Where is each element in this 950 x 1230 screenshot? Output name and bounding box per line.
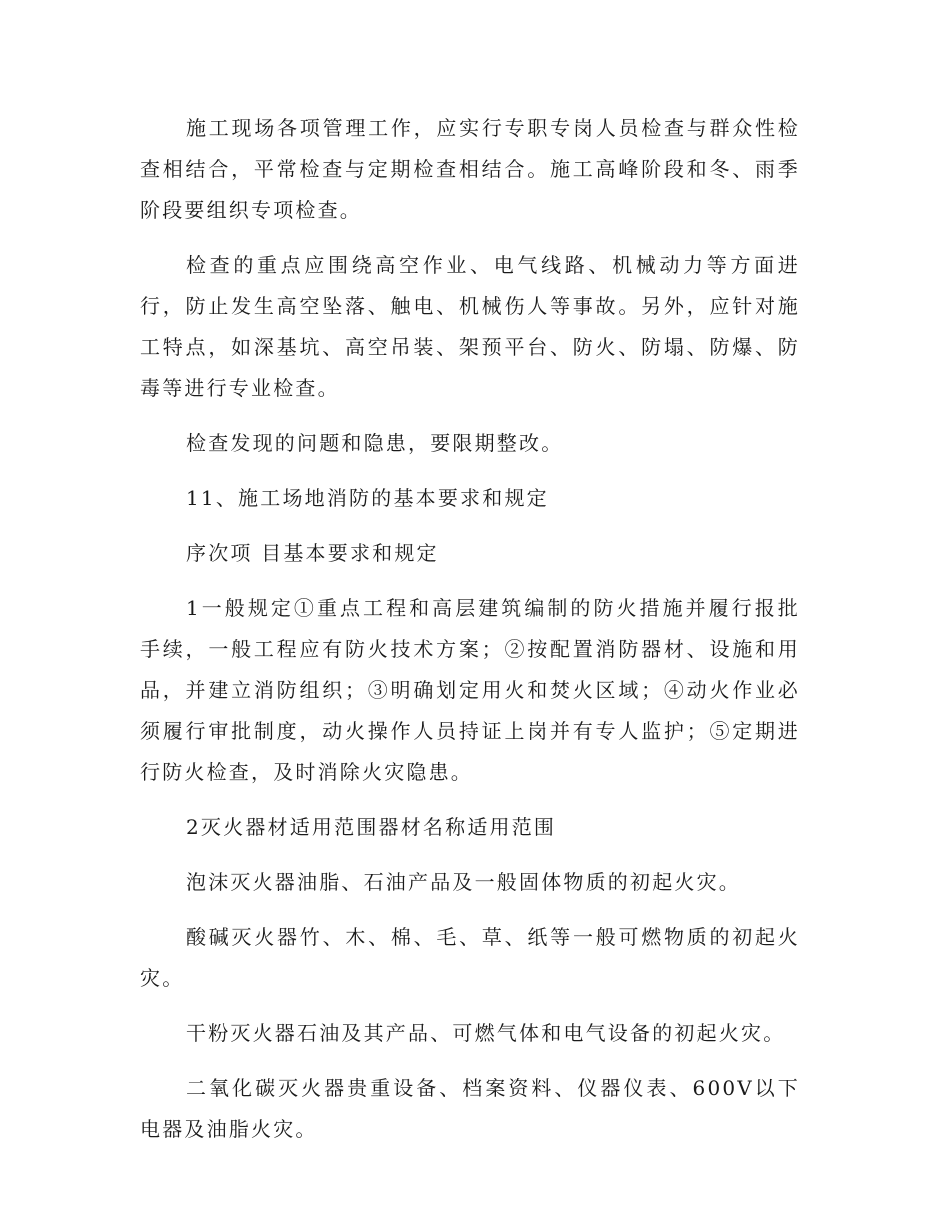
paragraph: 1一般规定①重点工程和高层建筑编制的防火措施并履行报批手续，一般工程应有防火技术方案；②按配置消防器材、设施和用品，并建立消防组织；③明确划定用火和焚火区域；④动火作业必须履行审批制度，动火操作人员持证上岗并有专人监护；⑤定期进行防火检查，及时消除火灾隐患。 xyxy=(140,596,800,784)
section-heading: 11、施工场地消防的基本要求和规定 xyxy=(186,486,549,510)
paragraph: 泡沫灭火器油脂、石油产品及一般固体物质的初起火灾。 xyxy=(186,870,741,894)
paragraph: 干粉灭火器石油及其产品、可燃气体和电气设备的初起火灾。 xyxy=(186,1021,786,1045)
table-header-line: 2灭火器材适用范围器材名称适用范围 xyxy=(186,815,557,839)
table-header-line: 序次项 目基本要求和规定 xyxy=(186,541,439,565)
paragraph: 施工现场各项管理工作，应实行专职专岗人员检查与群众性检查相结合，平常检查与定期检查相结合。施工高峰阶段和冬、雨季阶段要组织专项检查。 xyxy=(140,116,800,222)
paragraph: 酸碱灭火器竹、木、棉、毛、草、纸等一般可燃物质的初起火灾。 xyxy=(140,925,800,990)
paragraph: 二氧化碳灭火器贵重设备、档案资料、仪器仪表、600V以下电器及油脂火灾。 xyxy=(140,1076,800,1141)
paragraph: 检查发现的问题和隐患，要限期整改。 xyxy=(186,431,564,455)
paragraph: 检查的重点应围绕高空作业、电气线路、机械动力等方面进行，防止发生高空坠落、触电、机械伤人等事故。另外，应针对施工特点，如深基坑、高空吊装、架预平台、防火、防塌、防爆、防毒等进行专业检查。 xyxy=(140,253,800,400)
document-body xyxy=(140,108,800,1164)
